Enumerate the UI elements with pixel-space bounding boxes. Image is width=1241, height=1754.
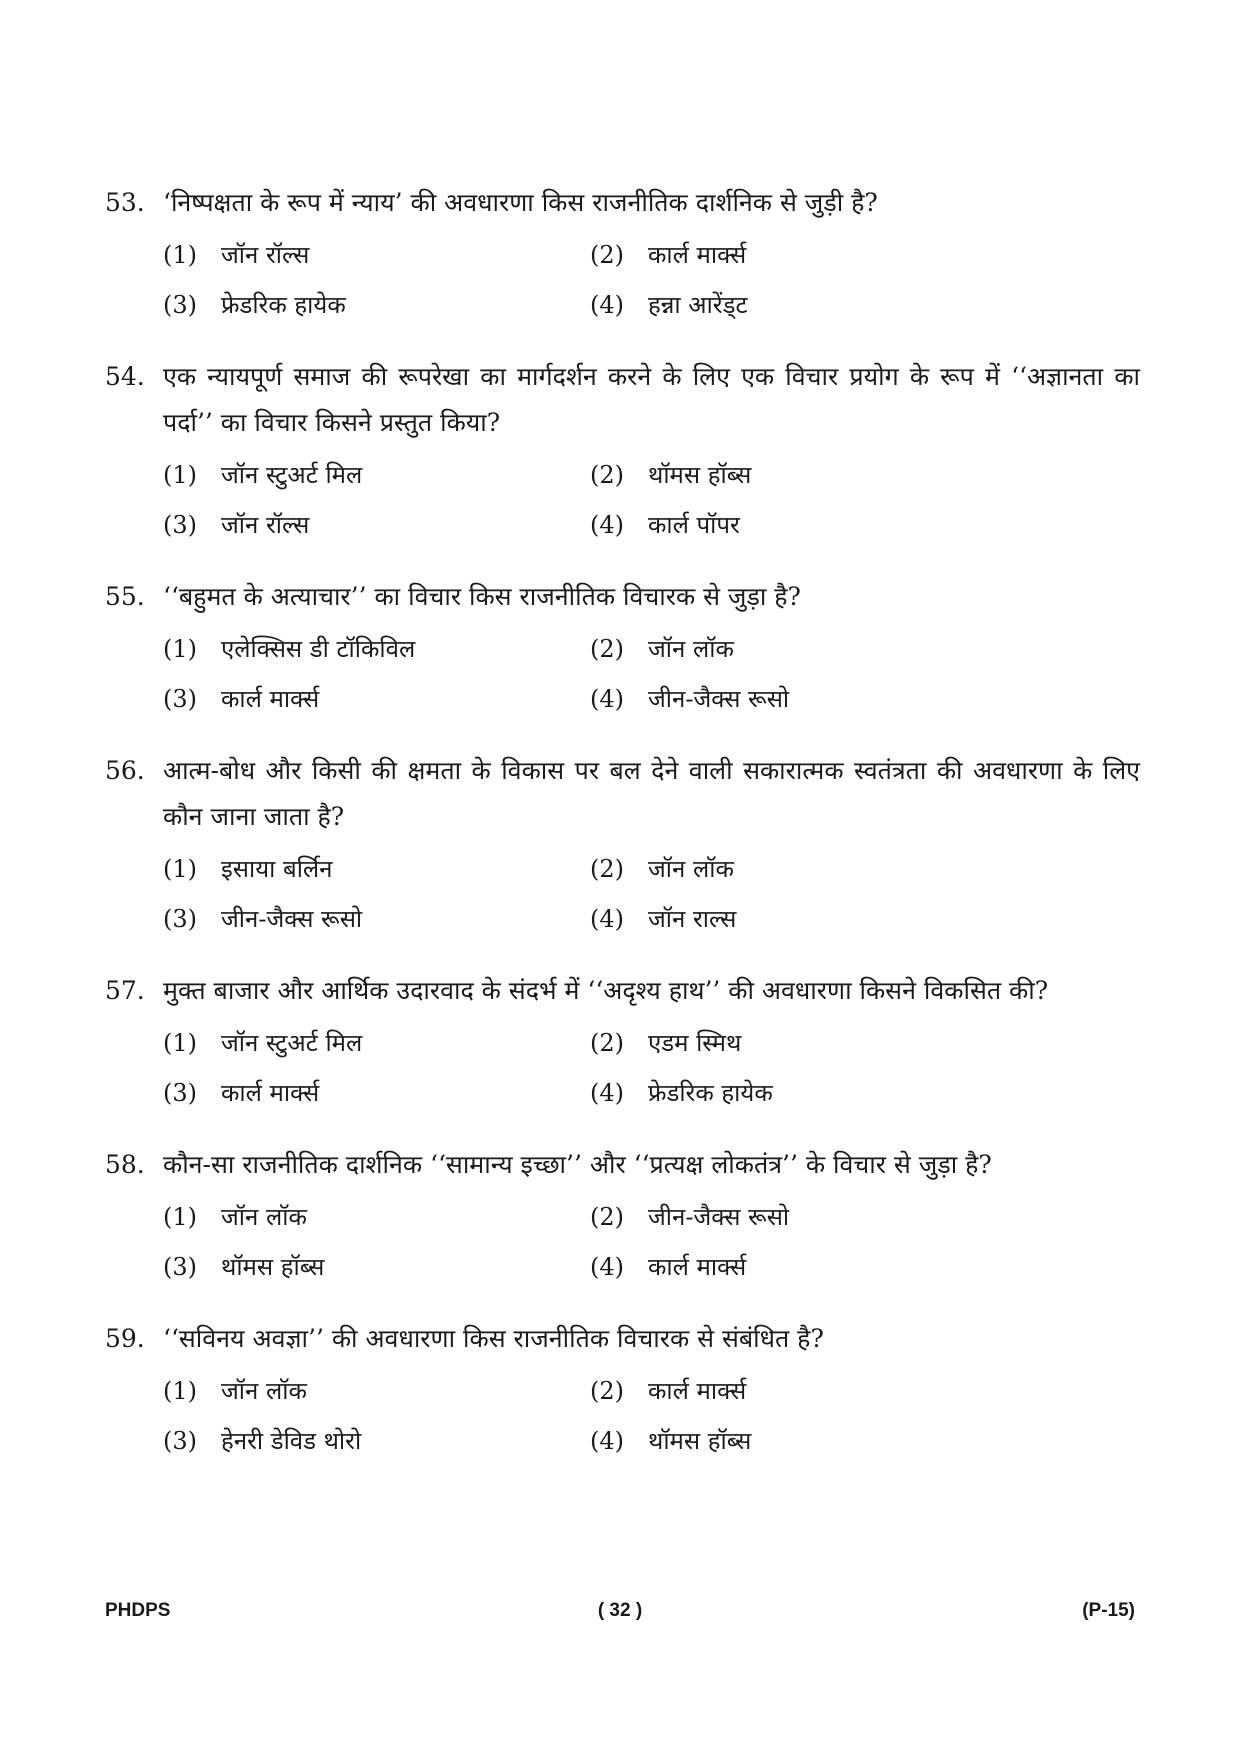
answer-option [163, 846, 590, 892]
option-text: कार्ल मार्क्स [221, 685, 320, 713]
option-text: इसाया बर्लिन [221, 855, 333, 883]
option-number: (2) [590, 635, 624, 663]
option-text: कार्ल मार्क्स [648, 1253, 747, 1281]
answer-option [163, 676, 590, 722]
answer-option [590, 1244, 1140, 1290]
answer-option [163, 626, 590, 672]
question-stem [105, 1316, 1140, 1362]
option-number: (2) [590, 855, 624, 883]
question-text: मुक्त बाजार और आर्थिक उदारवाद के संदर्भ में ‘‘अदृश्य हाथ’’ की अवधारणा किसने विकसित की? [163, 976, 1049, 1005]
option-number: (4) [590, 1427, 624, 1455]
answer-option [163, 282, 590, 328]
question-text: ‘‘सविनय अवज्ञा’’ की अवधारणा किस राजनीतिक विचारक से संबंधित है? [163, 1324, 824, 1353]
answer-option [163, 1020, 590, 1066]
option-text: फ्रेडरिक हायेक [221, 291, 346, 319]
questions-list [105, 180, 1140, 1490]
option-number: (2) [590, 461, 624, 489]
option-text: कार्ल मार्क्स [648, 241, 747, 269]
question-stem [105, 354, 1140, 446]
answer-option [590, 232, 1140, 278]
option-number: (4) [590, 685, 624, 713]
question-number: 55. [105, 582, 145, 611]
option-number: (4) [590, 1253, 624, 1281]
option-text: जॉन स्टुअर्ट मिल [221, 461, 363, 489]
option-text: थॉमस हॉब्स [648, 461, 752, 489]
option-text: थॉमस हॉब्स [221, 1253, 325, 1281]
option-text: जॉन लॉक [221, 1377, 307, 1405]
option-text: एडम स्मिथ [648, 1029, 742, 1057]
option-text: जीन-जैक्स रूसो [221, 905, 363, 933]
option-text: थॉमस हॉब्स [648, 1427, 752, 1455]
question-stem [105, 968, 1140, 1014]
option-number: (2) [590, 1029, 624, 1057]
question-stem [105, 180, 1140, 226]
option-number: (3) [163, 1079, 197, 1107]
question-text: ‘निष्पक्षता के रूप में न्याय’ की अवधारणा किस राजनीतिक दार्शनिक से जुड़ी है? [163, 188, 878, 217]
paper-code: PHDPS [105, 1600, 171, 1621]
answer-option [163, 1244, 590, 1290]
option-text: जॉन स्टुअर्ट मिल [221, 1029, 363, 1057]
option-number: (2) [590, 241, 624, 269]
option-text: जीन-जैक्स रूसो [648, 685, 790, 713]
option-text: हेनरी डेविड थोरो [221, 1427, 362, 1455]
option-text: जॉन लॉक [648, 855, 734, 883]
answer-option [590, 626, 1140, 672]
answer-option [590, 1194, 1140, 1240]
option-number: (3) [163, 1427, 197, 1455]
option-number: (1) [163, 461, 197, 489]
answer-option [163, 452, 590, 498]
option-number: (1) [163, 1029, 197, 1057]
answer-option [163, 1070, 590, 1116]
answer-option [163, 502, 590, 548]
question-number: 58. [105, 1150, 145, 1179]
answer-option [163, 896, 590, 942]
question-number: 54. [105, 362, 145, 391]
answer-option [163, 1418, 590, 1464]
option-text: जीन-जैक्स रूसो [648, 1203, 790, 1231]
page-footer [105, 1600, 1135, 1630]
option-text: जॉन रॉल्स [221, 241, 310, 269]
question-number: 57. [105, 976, 145, 1005]
answer-option [590, 846, 1140, 892]
question-text: एक न्यायपूर्ण समाज की रूपरेखा का मार्गदर्शन करने के लिए एक विचार प्रयोग के रूप में ‘‘अज्ञानता का पर्दा’’ का विचार किसने प्रस्तुत किया? [163, 362, 1140, 437]
option-number: (1) [163, 1377, 197, 1405]
page-number: ( 32 ) [597, 1600, 643, 1621]
question-58 [105, 1142, 1140, 1290]
option-number: (4) [590, 905, 624, 933]
answer-option [163, 1194, 590, 1240]
answer-options [163, 1020, 1140, 1116]
answer-option [590, 282, 1140, 328]
question-59 [105, 1316, 1140, 1464]
question-53 [105, 180, 1140, 328]
answer-option [590, 676, 1140, 722]
answer-options [163, 1194, 1140, 1290]
option-number: (4) [590, 1079, 624, 1107]
paper-set-code: (P-15) [1082, 1600, 1135, 1621]
answer-options [163, 232, 1140, 328]
option-number: (4) [590, 291, 624, 319]
option-number: (3) [163, 291, 197, 319]
option-text: हन्ना आरेंड्ट [648, 291, 748, 319]
question-stem [105, 1142, 1140, 1188]
option-number: (1) [163, 855, 197, 883]
answer-option [590, 896, 1140, 942]
option-text: जॉन राल्स [648, 905, 737, 933]
option-text: जॉन रॉल्स [221, 511, 310, 539]
answer-option [590, 1070, 1140, 1116]
question-55 [105, 574, 1140, 722]
option-number: (1) [163, 635, 197, 663]
answer-options [163, 1368, 1140, 1464]
option-number: (4) [590, 511, 624, 539]
question-54 [105, 354, 1140, 548]
option-number: (3) [163, 905, 197, 933]
option-number: (2) [590, 1203, 624, 1231]
answer-options [163, 626, 1140, 722]
question-57 [105, 968, 1140, 1116]
option-text: कार्ल मार्क्स [648, 1377, 747, 1405]
answer-option [590, 452, 1140, 498]
answer-option [590, 1020, 1140, 1066]
option-text: जॉन लॉक [648, 635, 734, 663]
question-number: 53. [105, 188, 145, 217]
question-stem [105, 574, 1140, 620]
question-number: 56. [105, 756, 145, 785]
option-number: (3) [163, 1253, 197, 1281]
answer-options [163, 452, 1140, 548]
question-stem [105, 748, 1140, 840]
question-56 [105, 748, 1140, 942]
option-number: (1) [163, 1203, 197, 1231]
option-number: (3) [163, 685, 197, 713]
option-number: (1) [163, 241, 197, 269]
answer-option [590, 1418, 1140, 1464]
option-text: कार्ल पॉपर [648, 511, 740, 539]
option-number: (3) [163, 511, 197, 539]
question-text: कौन-सा राजनीतिक दार्शनिक ‘‘सामान्य इच्छा’’ और ‘‘प्रत्यक्ष लोकतंत्र’’ के विचार से जुड़ा है? [163, 1150, 992, 1179]
option-text: एलेक्सिस डी टॉकिविल [221, 635, 416, 663]
question-number: 59. [105, 1324, 145, 1353]
question-text: ‘‘बहुमत के अत्याचार’’ का विचार किस राजनीतिक विचारक से जुड़ा है? [163, 582, 801, 611]
option-text: कार्ल मार्क्स [221, 1079, 320, 1107]
answer-options [163, 846, 1140, 942]
option-text: जॉन लॉक [221, 1203, 307, 1231]
question-text: आत्म-बोध और किसी की क्षमता के विकास पर बल देने वाली सकारात्मक स्वतंत्रता की अवधारणा के लिए कौन जाना जाता है? [163, 756, 1140, 831]
answer-option [590, 1368, 1140, 1414]
answer-option [590, 502, 1140, 548]
answer-option [163, 232, 590, 278]
option-number: (2) [590, 1377, 624, 1405]
answer-option [163, 1368, 590, 1414]
option-text: फ्रेडरिक हायेक [648, 1079, 773, 1107]
